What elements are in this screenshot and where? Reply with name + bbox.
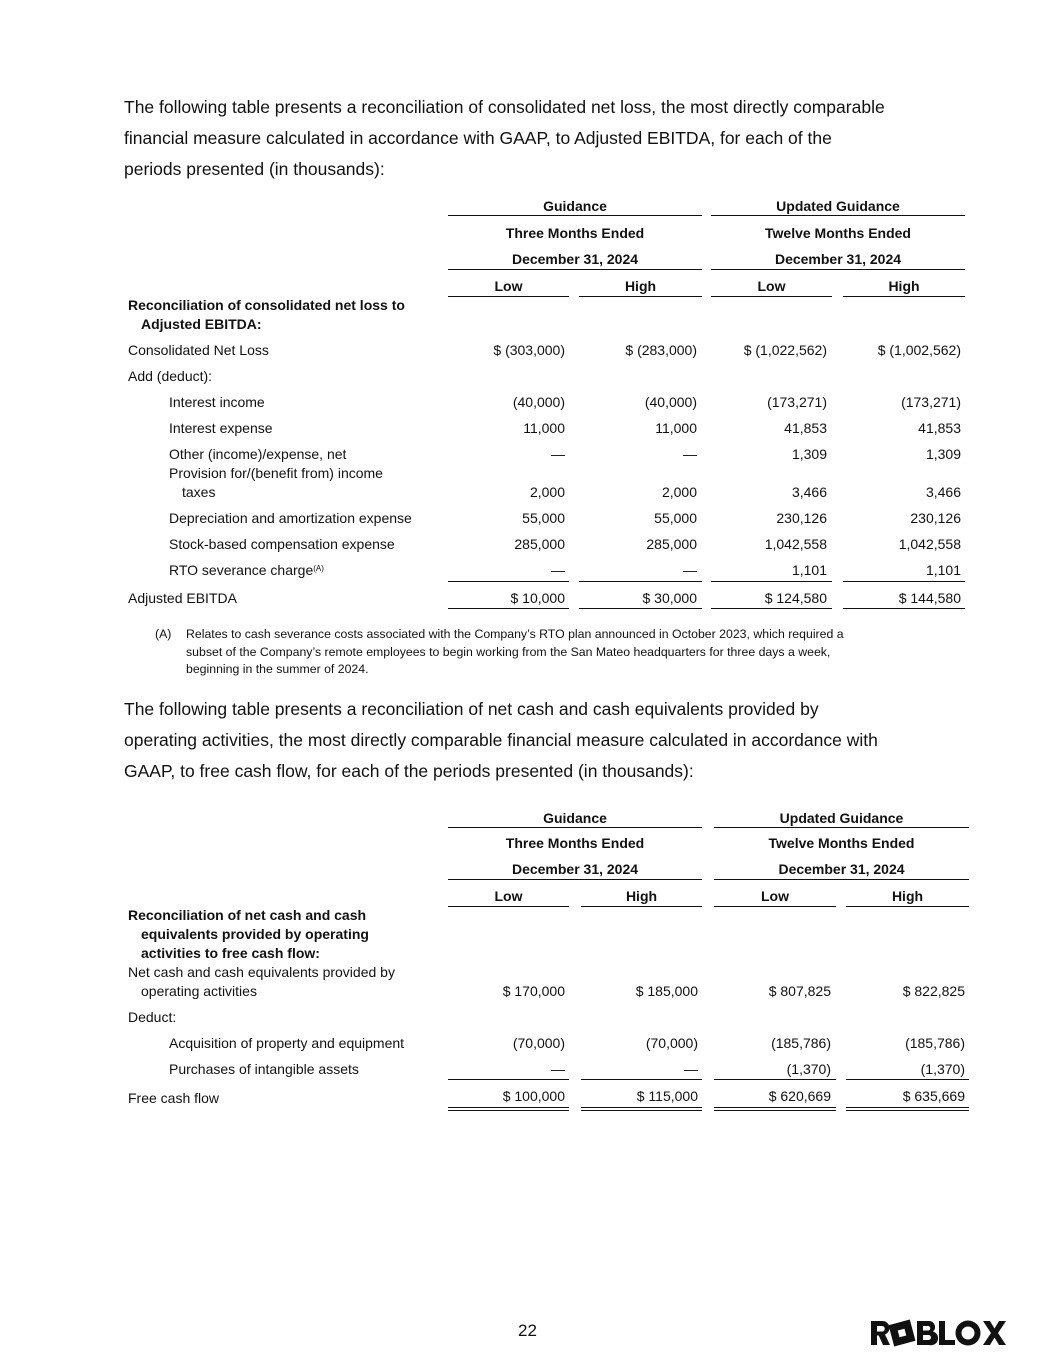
value-updated-high: 41,853 xyxy=(918,420,961,436)
intro-paragraph-1 xyxy=(124,92,944,185)
row-label: Interest income xyxy=(169,394,265,410)
value-updated-low: 41,853 xyxy=(784,420,827,436)
intro-line: financial measure calculated in accordance with GAAP, to Adjusted EBITDA, for each of the xyxy=(124,128,832,148)
row-label: Free cash flow xyxy=(128,1090,220,1106)
row-label: Adjusted EBITDA xyxy=(128,590,237,606)
total-double-rule xyxy=(448,1107,569,1111)
roblox-logo xyxy=(869,1318,1009,1348)
value-guidance-high: $ (283,000) xyxy=(625,342,697,358)
header-rule xyxy=(714,827,969,828)
section-title: Reconciliation of consolidated net loss to Adjusted EBITDA: xyxy=(128,297,405,332)
row-label: Net cash and cash equivalents provided by operating activities xyxy=(128,964,395,999)
value-updated-low: $ 620,669 xyxy=(768,1088,831,1104)
page-number: 22 xyxy=(518,1321,537,1340)
row-label: Acquisition of property and equipment xyxy=(169,1035,405,1051)
row-label: Depreciation and amortization expense xyxy=(169,510,412,526)
intro-line: The following table presents a reconciliation of net cash and cash equivalents provided by xyxy=(124,699,819,719)
row-label: Deduct: xyxy=(128,1009,177,1025)
value-updated-high: $ 144,580 xyxy=(898,590,961,606)
value-guidance-low: 55,000 xyxy=(522,510,565,526)
subtotal-rule xyxy=(714,1079,836,1080)
col-header-low: Low xyxy=(494,278,523,294)
value-updated-high: (1,370) xyxy=(920,1061,965,1077)
header-rule xyxy=(711,215,965,216)
value-updated-low: (185,786) xyxy=(771,1035,831,1051)
value-guidance-high: 11,000 xyxy=(655,420,697,436)
header-rule xyxy=(579,296,702,297)
value-guidance-low: $ 170,000 xyxy=(502,983,565,999)
col-header-high: High xyxy=(624,278,657,294)
col-header-low: Low xyxy=(761,888,789,904)
header-rule xyxy=(448,879,702,880)
value-updated-high: 230,126 xyxy=(910,510,961,526)
subtotal-rule xyxy=(448,1079,569,1080)
date-header-left: December 31, 2024 xyxy=(511,251,639,267)
subtotal-rule xyxy=(711,581,832,582)
header-rule xyxy=(711,269,965,270)
total-rule xyxy=(711,608,832,609)
header-rule xyxy=(714,879,969,880)
value-guidance-high: 55,000 xyxy=(654,510,697,526)
group-header-updated-guidance: Updated Guidance xyxy=(779,810,904,826)
period-header-right: Twelve Months Ended xyxy=(765,225,911,241)
free-cash-flow-table xyxy=(124,808,969,1113)
header-rule xyxy=(448,269,702,270)
subtotal-rule xyxy=(448,581,569,582)
period-header-left: Three Months Ended xyxy=(505,835,645,851)
header-rule xyxy=(448,906,569,907)
value-guidance-low: $ 100,000 xyxy=(502,1088,565,1104)
footnote-text: Relates to cash severance costs associated with the Company’s RTO plan announced in October 2023, which required a subset of the Company’s remote employees to begin working from the San Mateo headquarters for three days a week, beginning in the summer of 2024. xyxy=(186,627,844,676)
value-updated-high: $ 822,825 xyxy=(902,983,965,999)
total-double-rule xyxy=(846,1107,969,1111)
col-header-low: Low xyxy=(757,278,786,294)
value-updated-high: (173,271) xyxy=(901,394,961,410)
row-label: Add (deduct): xyxy=(128,368,213,384)
value-updated-high: 1,309 xyxy=(925,446,961,462)
value-updated-low: 1,042,558 xyxy=(764,536,827,552)
intro-line: GAAP, to free cash flow, for each of the periods presented (in thousands): xyxy=(124,761,694,781)
value-guidance-high: — xyxy=(684,1061,698,1077)
value-guidance-high: (40,000) xyxy=(644,394,697,410)
header-rule xyxy=(714,906,836,907)
subtotal-rule xyxy=(846,1079,969,1080)
value-guidance-low: $ (303,000) xyxy=(493,342,565,358)
ebitda-reconciliation-table xyxy=(124,196,969,616)
header-rule xyxy=(448,215,702,216)
value-updated-low: $ 124,580 xyxy=(764,590,827,606)
value-updated-high: $ (1,002,562) xyxy=(877,342,961,358)
header-rule xyxy=(846,906,969,907)
subtotal-rule xyxy=(843,581,965,582)
value-updated-low: (1,370) xyxy=(786,1061,831,1077)
value-guidance-low: $ 10,000 xyxy=(510,590,565,606)
value-updated-low: $ 807,825 xyxy=(768,983,831,999)
row-label: Purchases of intangible assets xyxy=(169,1061,359,1077)
intro-line: The following table presents a reconciliation of consolidated net loss, the most directly comparable xyxy=(124,97,885,117)
date-header-left: December 31, 2024 xyxy=(511,861,639,877)
value-guidance-high: $ 185,000 xyxy=(635,983,698,999)
value-guidance-low: 285,000 xyxy=(514,536,565,552)
value-guidance-low: 11,000 xyxy=(523,420,565,436)
total-double-rule xyxy=(581,1107,702,1111)
value-updated-low: $ (1,022,562) xyxy=(743,342,827,358)
section-title: Reconciliation of net cash and cash equivalents provided by operating activities to free cash flow: xyxy=(128,907,369,961)
intro-line: periods presented (in thousands): xyxy=(124,159,385,179)
subtotal-rule xyxy=(581,1079,702,1080)
col-header-high: High xyxy=(625,888,658,904)
value-updated-high: 3,466 xyxy=(925,484,961,500)
group-header-guidance: Guidance xyxy=(543,810,607,826)
value-guidance-low: — xyxy=(551,1061,565,1077)
value-guidance-high: — xyxy=(683,562,697,578)
total-rule xyxy=(843,608,965,609)
value-guidance-low: (70,000) xyxy=(512,1035,565,1051)
date-header-right: December 31, 2024 xyxy=(774,251,902,267)
intro-line: operating activities, the most directly comparable financial measure calculated in accordance with xyxy=(124,730,878,750)
row-label: Interest expense xyxy=(169,420,273,436)
value-updated-low: (173,271) xyxy=(767,394,827,410)
value-guidance-low: — xyxy=(551,562,565,578)
intro-paragraph-2 xyxy=(124,694,944,787)
header-rule xyxy=(843,296,965,297)
row-label: RTO severance charge$^{(A)}$ xyxy=(169,562,324,578)
header-rule xyxy=(448,296,569,297)
total-double-rule xyxy=(714,1107,836,1111)
value-updated-low: 1,101 xyxy=(791,562,827,578)
col-header-low: Low xyxy=(494,888,523,904)
row-label: Stock-based compensation expense xyxy=(169,536,395,552)
total-rule xyxy=(448,608,569,609)
value-guidance-high: (70,000) xyxy=(645,1035,698,1051)
footnote-mark: (A) xyxy=(155,627,172,641)
value-guidance-high: 285,000 xyxy=(646,536,697,552)
row-label: Other (income)/expense, net xyxy=(169,446,347,462)
value-updated-low: 230,126 xyxy=(776,510,827,526)
value-updated-high: $ 635,669 xyxy=(902,1088,965,1104)
date-header-right: December 31, 2024 xyxy=(778,861,905,877)
col-header-high: High xyxy=(888,278,920,294)
row-label: Consolidated Net Loss xyxy=(128,342,269,358)
value-updated-low: 1,309 xyxy=(791,446,827,462)
row-label: Provision for/(benefit from) income taxes xyxy=(169,465,383,500)
value-guidance-high: 2,000 xyxy=(661,484,697,500)
total-rule xyxy=(579,608,702,609)
value-updated-high: (185,786) xyxy=(905,1035,965,1051)
value-updated-high: 1,101 xyxy=(925,562,961,578)
value-guidance-low: 2,000 xyxy=(529,484,565,500)
period-header-left: Three Months Ended xyxy=(505,225,645,241)
period-header-right: Twelve Months Ended xyxy=(768,835,915,851)
col-header-high: High xyxy=(891,888,924,904)
value-updated-low: 3,466 xyxy=(791,484,827,500)
header-rule xyxy=(448,827,702,828)
header-rule xyxy=(711,296,832,297)
value-guidance-high: — xyxy=(683,446,697,462)
subtotal-rule xyxy=(579,581,702,582)
group-header-updated-guidance: Updated Guidance xyxy=(776,198,900,214)
value-guidance-low: (40,000) xyxy=(512,394,565,410)
group-header-guidance: Guidance xyxy=(543,198,607,214)
header-rule xyxy=(581,906,702,907)
footnote-ref: (A) xyxy=(313,564,324,573)
value-guidance-high: $ 115,000 xyxy=(636,1088,698,1104)
value-guidance-high: $ 30,000 xyxy=(642,590,697,606)
value-updated-high: 1,042,558 xyxy=(898,536,961,552)
value-guidance-low: — xyxy=(551,446,565,462)
